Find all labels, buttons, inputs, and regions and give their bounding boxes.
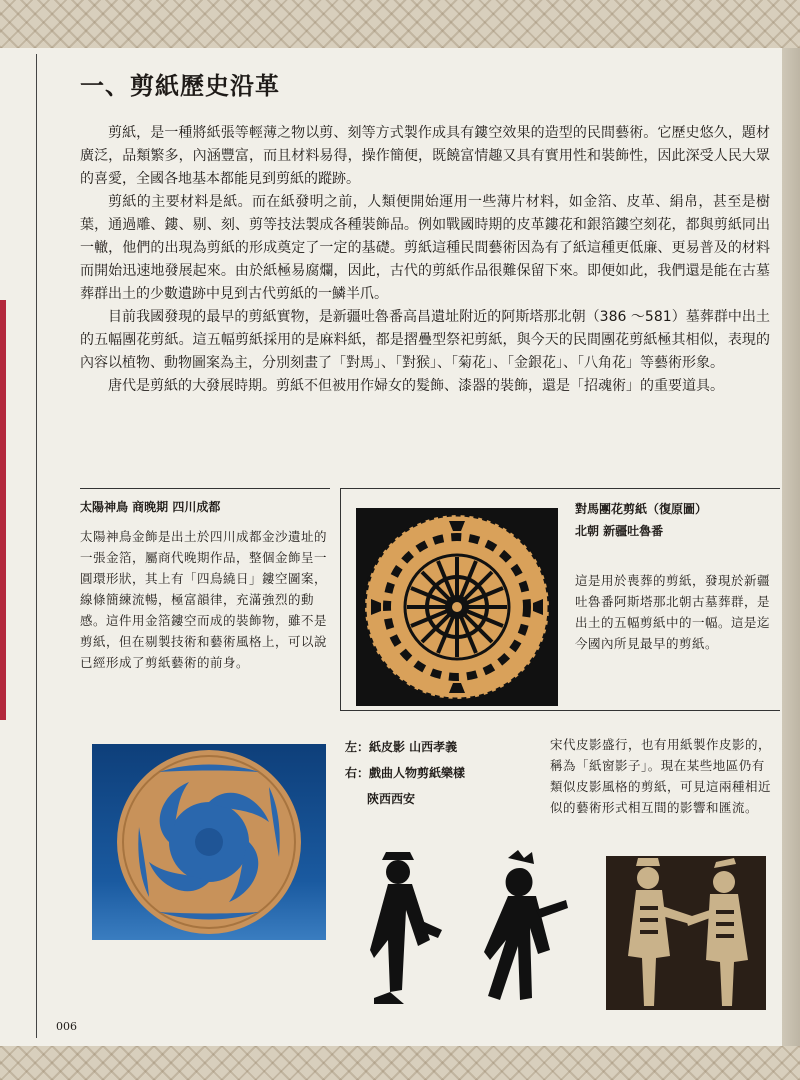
horse-rosette-papercut-image	[356, 508, 558, 706]
sun-bird-caption: 太陽神鳥金飾是出土於四川成都金沙遺址的一張金箔，屬商代晚期作品，整個金飾呈一圓環形狀，其上有「四鳥繞日」鏤空圖案，線條簡練流暢，極富韻律，充滿強烈的動感。這件用金箔鏤空而成的裝飾物，雖不是剪紙，但在剔製技術和藝術風格上，可以說已經形成了剪紙藝術的前身。	[80, 529, 328, 670]
sun-bird-label: 太陽神鳥 商晚期 四川成都	[80, 500, 221, 514]
rule-middle	[340, 710, 780, 711]
margin-rule	[36, 54, 37, 1038]
rule-right-top	[340, 488, 780, 489]
sun-bird-gold-image	[92, 744, 326, 940]
rosette-caption: 這是用於喪葬的剪紙，發現於新疆吐魯番阿斯塔那北朝古墓葬群，是出土的五幅剪紙中的一幅。這是迄今國內所見最早的剪紙。	[575, 573, 771, 651]
rosette-label: 對馬團花剪紙（復原圖）	[575, 502, 708, 516]
rosette-caption-block	[575, 500, 775, 654]
shadow-puppet-labels	[345, 738, 545, 816]
paragraph-4: 唐代是剪紙的大發展時期。剪紙不但被用作婦女的髮飾、漆器的裝飾，還是「招魂術」的重要道具。	[108, 378, 724, 394]
page-number: 006	[56, 1020, 77, 1033]
shadow-puppet-image	[360, 850, 600, 1010]
body-text	[80, 122, 770, 398]
opera-figure-papercut-image	[606, 856, 766, 1010]
puppet-label-right: 右：戲曲人物剪紙樂樣	[345, 766, 466, 780]
chapter-tab	[0, 300, 6, 720]
paragraph-1: 剪紙，是一種將紙張等輕薄之物以剪、刻等方式製作成具有鏤空效果的造型的民間藝術。它歷史悠久，題材廣泛，品類繁多，內涵豐富，而且材料易得，操作簡便，既饒富情趣又具有實用性和裝飾性，因此深受人民大眾的喜愛，全國各地基本都能見到剪紙的蹤跡。	[80, 125, 770, 187]
rosette-origin-label: 北朝 新疆吐魯番	[575, 524, 664, 538]
rule-vertical	[340, 488, 341, 710]
puppet-label-origin: 陝西西安	[367, 792, 416, 806]
section-title: 一、剪紙歷史沿革	[80, 72, 280, 100]
rule-left-top	[80, 488, 330, 489]
sun-bird-caption-block	[80, 498, 330, 673]
song-shadow-caption: 宋代皮影盛行，也有用紙製作皮影的，稱為「紙窗影子」。現在某些地區仍有類似皮影風格的剪紙，可見這兩種相近似的藝術形式相互間的影響和匯流。	[550, 737, 772, 815]
page-edge-shadow	[782, 48, 800, 1046]
decorative-top-band	[0, 0, 800, 48]
decorative-bottom-band	[0, 1046, 800, 1080]
paragraph-3: 目前我國發現的最早的剪紙實物，是新疆吐魯番高昌遺址附近的阿斯塔那北朝（386 ～581）墓葬群中出土的五幅團花剪紙。這五幅剪紙採用的是麻料紙，都是摺疊型祭祀剪紙，與今天的民間團花剪紙極其相似，表現的內容以植物、動物圖案為主，分別刻畫了「對馬」、「對猴」、「菊花」、「金銀花」、「八角花」等藝術形象。	[80, 309, 770, 371]
paragraph-2: 剪紙的主要材料是紙。而在紙發明之前，人類便開始運用一些薄片材料，如金箔、皮革、絹帛，甚至是樹葉，通過雕、鏤、剔、刻、剪等技法製成各種裝飾品。例如戰國時期的皮革鏤花和銀箔鏤空刻花，都與剪紙同出一轍，他們的出現為剪紙的形成奠定了一定的基礎。剪紙這種民間藝術因為有了紙這種更低廉、更易普及的材料而開始迅速地發展起來。由於紙極易腐爛，因此，古代的剪紙作品很難保留下來。即便如此，我們還是能在古墓葬群出土的少數遺跡中見到古代剪紙的一鱗半爪。	[80, 194, 770, 302]
puppet-label-left: 左：紙皮影 山西孝義	[345, 740, 458, 754]
